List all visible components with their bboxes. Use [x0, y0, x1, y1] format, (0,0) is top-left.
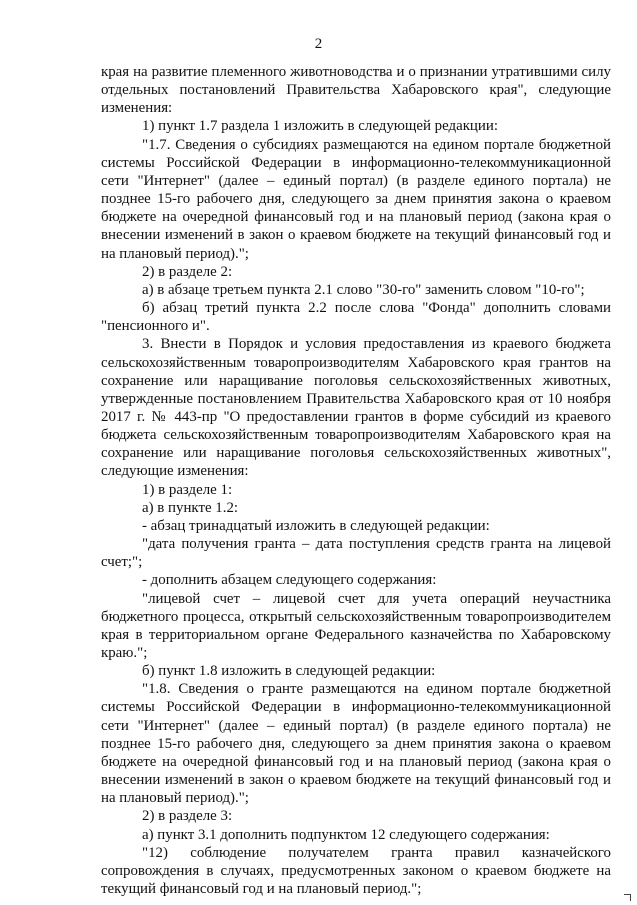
paragraph-4: а) в абзаце третьем пункта 2.1 слово "30-го" заменить словом "10-го"; [142, 281, 585, 298]
paragraph-12: "лицевой счет – лицевой счет для учета операций неучастника бюджетного процесса, открытый сельскохозяйственным товаропроизводителем края в территориальном органе Федерального казначейства по Хабаровскому краю."; [101, 590, 611, 661]
paragraph-11: - дополнить абзацем следующего содержания: [142, 572, 437, 589]
paragraph-15: 2) в разделе 3: [142, 808, 233, 825]
paragraph-3: 2) в разделе 2: [142, 263, 233, 280]
paragraph-0: края на развитие племенного животноводства и о признании утратившими силу отдельных постановлений Правительства Хабаровского края", следующие изменения: [101, 64, 611, 117]
page-number: 2 [314, 36, 323, 52]
paragraph-17: "12) соблюдение получателем гранта правил казначейского сопровождения в случаях, предусмотренных законом о краевом бюджете на текущий финансовый год и на плановый период."; [101, 844, 611, 898]
paragraph-5: б) абзац третий пункта 2.2 после слова "Фонда" дополнить словами "пенсионного и". [101, 300, 611, 335]
paragraph-2: "1.7. Сведения о субсидиях размещаются на едином портале бюджетной системы Российской Федерации в информационно-телекоммуникационной сети "Интернет" (далее – единый портал) (в разделе единого портала) не позднее 15-го рабочего дня, следующего за днем принятия закона о краевом бюджете на очередной финансовый год и на плановый период (закона края о внесении изменений в закон о краевом бюджете на текущий финансовый год и на плановый период)."; [101, 136, 611, 262]
document-body [101, 63, 611, 898]
paragraph-1: 1) пункт 1.7 раздела 1 изложить в следующей редакции: [142, 118, 498, 135]
scan-corner-mark [624, 894, 631, 901]
paragraph-9: - абзац тринадцатый изложить в следующей редакции: [142, 517, 490, 534]
paragraph-10: "дата получения гранта – дата поступления средств гранта на лицевой счет;"; [101, 536, 611, 571]
paragraph-6: 3. Внести в Порядок и условия предоставления из краевого бюджета сельскохозяйственным товаропроизводителям Хабаровского края грантов на сохранение или наращивание поголовья сельскохозяйственных животных, утвержденные постановлением Правительства Хабаровского края от 10 ноября 2017 г. № 443-пр "О предоставлении грантов в форме субсидий из краевого бюджета сельскохозяйственным товаропроизводителям Хабаровского края на сохранение или наращивание поголовья сельскохозяйственных животных", следующие изменения: [101, 336, 611, 480]
paragraph-7: 1) в разделе 1: [142, 481, 233, 498]
paragraph-14: "1.8. Сведения о гранте размещаются на едином портале бюджетной системы Российской Федерации в информационно-телекоммуникационной сети "Интернет" (далее – единый портал) (в разделе единого портала) не позднее 15-го рабочего дня, следующего за днем принятия закона о краевом бюджете на очередной финансовый год и на плановый период (закона края о внесении изменений в закон о краевом бюджете на текущий финансовый год и на плановый период)."; [101, 681, 611, 807]
paragraph-16: а) пункт 3.1 дополнить подпунктом 12 следующего содержания: [142, 826, 550, 843]
paragraph-13: б) пункт 1.8 изложить в следующей редакции: [142, 663, 436, 680]
paragraph-8: а) в пункте 1.2: [142, 499, 239, 516]
